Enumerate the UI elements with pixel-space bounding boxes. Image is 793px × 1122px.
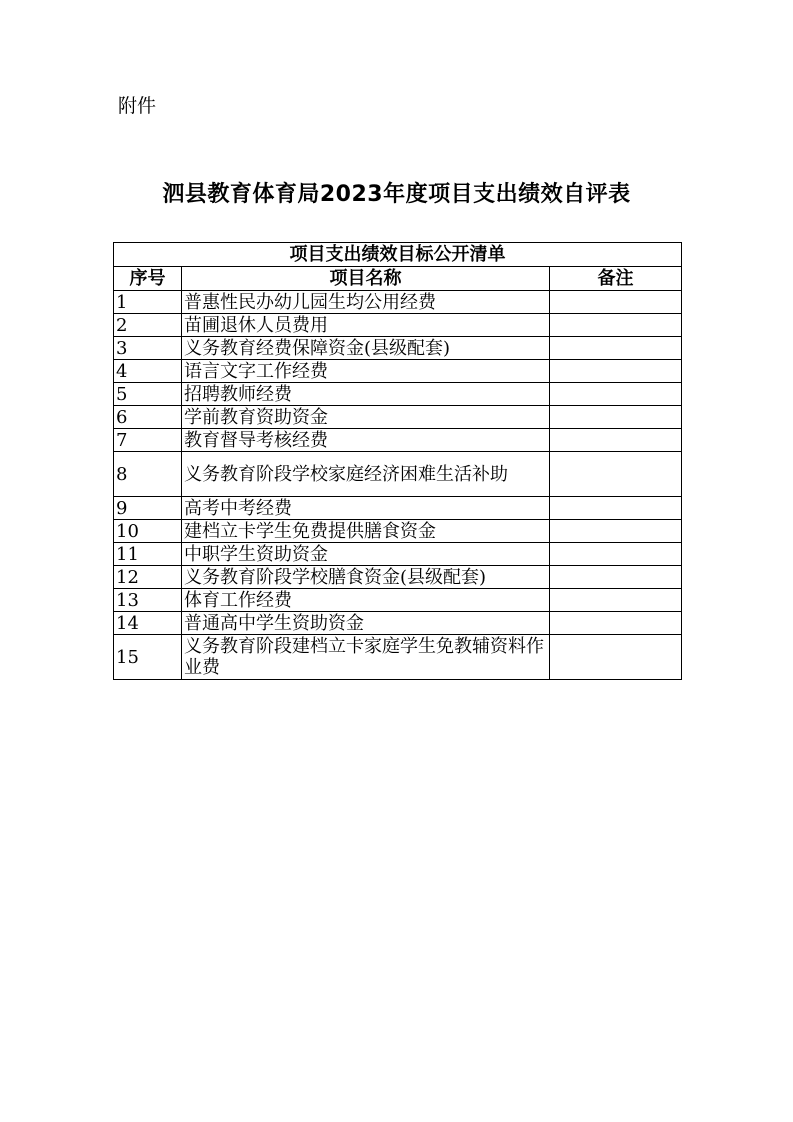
- table-row: [114, 314, 682, 337]
- row-remarks: [550, 429, 682, 452]
- row-project-name: 语言文字工作经费: [182, 360, 550, 383]
- row-serial-number: 4: [114, 360, 182, 383]
- header-project-name: 项目名称: [182, 267, 550, 291]
- table-row: [114, 520, 682, 543]
- row-project-name: 义务教育阶段学校膳食资金(县级配套): [182, 566, 550, 589]
- table-row: [114, 360, 682, 383]
- row-serial-number: 5: [114, 383, 182, 406]
- row-project-name: 高考中考经费: [182, 497, 550, 520]
- row-project-name: 普通高中学生资助资金: [182, 612, 550, 635]
- row-remarks: [550, 291, 682, 314]
- row-remarks: [550, 635, 682, 680]
- table-row: [114, 497, 682, 520]
- row-project-name: 中职学生资助资金: [182, 543, 550, 566]
- project-list-table: [113, 242, 682, 680]
- row-project-name: 义务教育阶段学校家庭经济困难生活补助: [182, 452, 550, 497]
- row-remarks: [550, 566, 682, 589]
- attachment-label: 附件: [118, 95, 157, 117]
- row-remarks: [550, 612, 682, 635]
- row-project-name: 普惠性民办幼儿园生均公用经费: [182, 291, 550, 314]
- row-serial-number: 7: [114, 429, 182, 452]
- row-serial-number: 10: [114, 520, 182, 543]
- row-serial-number: 8: [114, 452, 182, 497]
- row-project-name: 招聘教师经费: [182, 383, 550, 406]
- row-project-name: 学前教育资助资金: [182, 406, 550, 429]
- table-caption-row: [114, 243, 682, 267]
- row-serial-number: 3: [114, 337, 182, 360]
- row-serial-number: 14: [114, 612, 182, 635]
- row-remarks: [550, 314, 682, 337]
- row-remarks: [550, 360, 682, 383]
- table-row: [114, 566, 682, 589]
- row-remarks: [550, 589, 682, 612]
- table-row: [114, 291, 682, 314]
- row-remarks: [550, 337, 682, 360]
- table-caption: 项目支出绩效目标公开清单: [114, 243, 682, 267]
- row-project-name: 建档立卡学生免费提供膳食资金: [182, 520, 550, 543]
- row-remarks: [550, 543, 682, 566]
- row-serial-number: 9: [114, 497, 182, 520]
- row-project-name: 体育工作经费: [182, 589, 550, 612]
- row-remarks: [550, 452, 682, 497]
- row-serial-number: 13: [114, 589, 182, 612]
- row-remarks: [550, 497, 682, 520]
- header-serial-number: 序号: [114, 267, 182, 291]
- row-serial-number: 12: [114, 566, 182, 589]
- table-row: [114, 406, 682, 429]
- row-serial-number: 1: [114, 291, 182, 314]
- row-serial-number: 6: [114, 406, 182, 429]
- table-row: [114, 429, 682, 452]
- table-row: [114, 337, 682, 360]
- row-remarks: [550, 406, 682, 429]
- row-serial-number: 15: [114, 635, 182, 680]
- table-row: [114, 589, 682, 612]
- table-row: [114, 612, 682, 635]
- row-project-name: 义务教育经费保障资金(县级配套): [182, 337, 550, 360]
- table-row: [114, 543, 682, 566]
- table-row: [114, 452, 682, 497]
- header-remarks: 备注: [550, 267, 682, 291]
- row-project-name: 义务教育阶段建档立卡家庭学生免教辅资料作业费: [182, 635, 550, 680]
- table-row: [114, 383, 682, 406]
- row-remarks: [550, 383, 682, 406]
- document-title: 泗县教育体育局2023年度项目支出绩效自评表: [162, 182, 631, 207]
- row-project-name: 苗圃退休人员费用: [182, 314, 550, 337]
- table-row: [114, 635, 682, 680]
- row-serial-number: 2: [114, 314, 182, 337]
- row-remarks: [550, 520, 682, 543]
- row-serial-number: 11: [114, 543, 182, 566]
- table-header-row: [114, 267, 682, 291]
- row-project-name: 教育督导考核经费: [182, 429, 550, 452]
